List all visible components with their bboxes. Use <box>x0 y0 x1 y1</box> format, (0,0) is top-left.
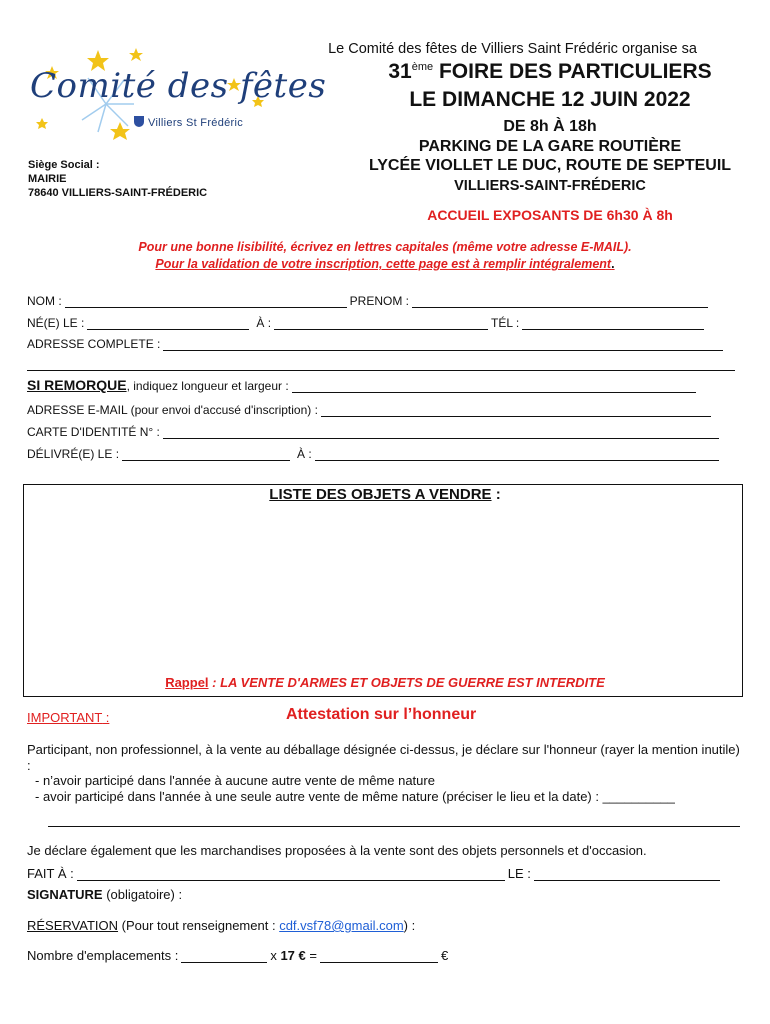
row-adresse <box>27 337 726 351</box>
event-place1: PARKING DE LA GARE ROUTIÈRE <box>418 138 682 155</box>
edition-suffix: ème <box>411 61 434 73</box>
reservation <box>27 918 415 933</box>
fait-a-field[interactable] <box>77 869 505 881</box>
important-label <box>27 710 109 725</box>
prenom-field[interactable] <box>412 296 708 308</box>
total-field[interactable] <box>320 951 438 963</box>
logo-text: Comité des fêtes <box>30 66 327 106</box>
note-validation-text: Pour la validation de votre inscription, cette page est à remplir intégralement <box>155 257 612 271</box>
row-nom <box>27 294 711 308</box>
signature-note: (obligatoire) : <box>102 887 183 902</box>
objets-title <box>0 486 770 503</box>
tel-label: TÉL : <box>491 316 520 330</box>
lieu-date-line[interactable] <box>48 826 740 827</box>
remorque-label: , indiquez longueur et largeur : <box>126 379 289 393</box>
event-place2: LYCÉE VIOLLET LE DUC, ROUTE DE SEPTEUIL <box>368 157 732 174</box>
emplacements-field[interactable] <box>181 951 267 963</box>
accueil-exposants: ACCUEIL EXPOSANTS DE 6h30 À 8h <box>427 207 673 223</box>
attestation-title: Attestation sur l’honneur <box>286 706 477 723</box>
siege-line2: MAIRIE <box>28 173 67 185</box>
siege-social <box>28 158 207 200</box>
objets-box[interactable] <box>23 484 743 697</box>
emplacements-label: Nombre d'emplacements : <box>27 948 179 963</box>
shield-icon <box>134 116 144 127</box>
logo-subtitle-text: Villiers St Frédéric <box>148 117 244 129</box>
edition-number: 31 <box>388 60 412 83</box>
row-emplacements <box>27 948 448 963</box>
important-colon: : <box>102 710 110 725</box>
carte-field[interactable] <box>163 427 719 439</box>
adresse-label: ADRESSE COMPLETE : <box>27 337 161 351</box>
fait-le-label: LE : <box>507 866 531 881</box>
delivre-a-label: À : <box>297 447 312 461</box>
rappel-text: : LA VENTE D'ARMES ET OBJETS DE GUERRE EST INTERDITE <box>208 675 605 690</box>
unit-price: 17 € <box>280 948 306 963</box>
times-sign: x <box>270 948 277 963</box>
row-delivre <box>27 447 722 461</box>
attestation-paragraph <box>27 742 747 804</box>
event-town: VILLIERS-SAINT-FRÉDERIC <box>454 178 646 194</box>
objets-title-colon: : <box>491 486 501 503</box>
event-hours: DE 8h À 18h <box>503 118 597 135</box>
row-fait <box>27 866 723 881</box>
tel-field[interactable] <box>522 318 704 330</box>
note-capitals: Pour une bonne lisibilité, écrivez en lettres capitales (même votre adresse E-MAIL). <box>138 240 632 254</box>
nom-field[interactable] <box>65 296 347 308</box>
rappel-label: Rappel <box>165 675 209 690</box>
contact-email-link[interactable]: cdf.vsf78@gmail.com <box>279 918 404 933</box>
siege-line1: Siège Social : <box>28 159 100 171</box>
objets-title-text: LISTE DES OBJETS A VENDRE <box>269 486 492 503</box>
email-field[interactable] <box>321 405 711 417</box>
event-date: LE DIMANCHE 12 JUIN 2022 <box>409 88 691 111</box>
row-email <box>27 403 714 417</box>
row-adresse-2 <box>27 359 738 371</box>
lieu-naissance-field[interactable] <box>274 318 488 330</box>
siege-line3: 78640 VILLIERS-SAINT-FRÉDERIC <box>28 187 208 199</box>
event-title <box>280 60 770 84</box>
signature <box>27 887 182 902</box>
fait-a-label: FAIT À : <box>27 866 74 881</box>
attestation-text: Participant, non professionnel, à la vente au déballage désignée ci-dessus, je déclare sur l'honneur (rayer la mention inutile) : <box>27 742 740 773</box>
reservation-end: ) : <box>403 918 416 933</box>
row-naissance <box>27 316 707 330</box>
note-validation-dot: . <box>611 257 615 271</box>
carte-label: CARTE D'IDENTITÉ N° : <box>27 425 160 439</box>
intro-text: Le Comité des fêtes de Villiers Saint Frédéric organise sa <box>328 41 697 57</box>
nom-label: NOM : <box>27 294 62 308</box>
remorque-field[interactable] <box>292 381 696 393</box>
delivre-label: DÉLIVRÉ(E) LE : <box>27 447 120 461</box>
lieu-naissance-label: À : <box>256 316 272 330</box>
currency-sign: € <box>440 948 449 963</box>
signature-label: SIGNATURE <box>27 887 103 902</box>
adresse-field-2[interactable] <box>27 359 735 371</box>
row-carte <box>27 425 722 439</box>
attestation-option1[interactable]: - n’avoir participé dans l'année à aucune autre vente de même nature <box>35 773 435 788</box>
prenom-label: PRENOM : <box>349 294 410 308</box>
reservation-label: RÉSERVATION <box>27 918 119 933</box>
logo-subtitle <box>134 116 243 129</box>
ne-le-label: NÉ(E) LE : <box>27 316 85 330</box>
note-validation <box>0 257 770 271</box>
remorque-title: SI REMORQUE <box>27 377 127 393</box>
equals-sign: = <box>309 948 317 963</box>
important-text: IMPORTANT <box>27 710 103 725</box>
event-title-text: FOIRE DES PARTICULIERS <box>438 60 712 83</box>
rappel <box>0 675 770 690</box>
attestation-option2[interactable]: - avoir participé dans l'année à une seule autre vente de même nature (préciser le lieu et la date) : __________ <box>35 788 675 804</box>
declaration: Je déclare également que les marchandises proposées à la vente sont des objets personnels et d'occasion. <box>27 843 647 858</box>
ne-le-field[interactable] <box>87 318 249 330</box>
fait-le-field[interactable] <box>534 869 720 881</box>
email-label: ADRESSE E-MAIL (pour envoi d'accusé d'inscription) : <box>27 403 318 417</box>
adresse-field[interactable] <box>163 339 723 351</box>
delivre-date-field[interactable] <box>122 449 290 461</box>
reservation-note: (Pour tout renseignement : <box>118 918 280 933</box>
delivre-lieu-field[interactable] <box>315 449 719 461</box>
row-remorque <box>27 377 699 393</box>
